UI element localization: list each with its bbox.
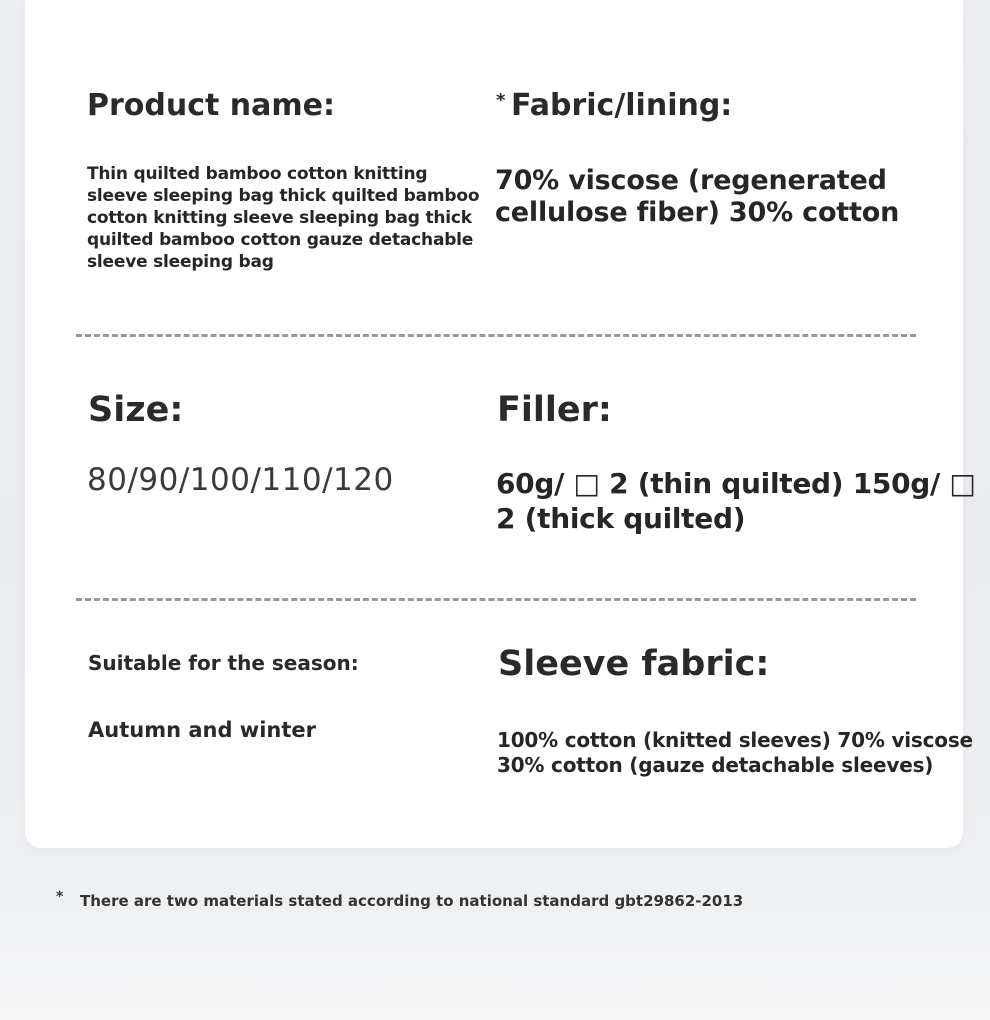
- product-name-label: Product name:: [87, 88, 335, 123]
- footnote-asterisk: *: [56, 889, 64, 905]
- sleeve-fabric-label: Sleeve fabric:: [498, 644, 770, 684]
- fabric-lining-value: 70% viscose (regenerated cellulose fiber) 30% cotton: [495, 165, 900, 228]
- season-label: Suitable for the season:: [88, 651, 359, 675]
- divider: [76, 334, 916, 337]
- fabric-lining-label: Fabric/lining:: [511, 88, 733, 123]
- filler-label: Filler:: [497, 390, 612, 430]
- season-value: Autumn and winter: [88, 718, 316, 742]
- footnote-text: There are two materials stated according to national standard gbt29862-2013: [80, 892, 744, 910]
- size-value: 80/90/100/110/120: [87, 462, 394, 498]
- size-label: Size:: [88, 390, 184, 430]
- divider: [76, 598, 916, 601]
- fabric-asterisk: *: [496, 90, 506, 111]
- sleeve-fabric-value: 100% cotton (knitted sleeves) 70% viscose 30% cotton (gauze detachable sleeves): [497, 728, 973, 777]
- product-name-value: Thin quilted bamboo cotton knitting sleeve sleeping bag thick quilted bamboo cotton knitting sleeve sleeping bag thick quilted bamboo cotton gauze detachable sleeve sleeping bag: [87, 164, 480, 272]
- filler-value: 60g/ □ 2 (thin quilted) 150g/ □ 2 (thick quilted): [496, 467, 976, 535]
